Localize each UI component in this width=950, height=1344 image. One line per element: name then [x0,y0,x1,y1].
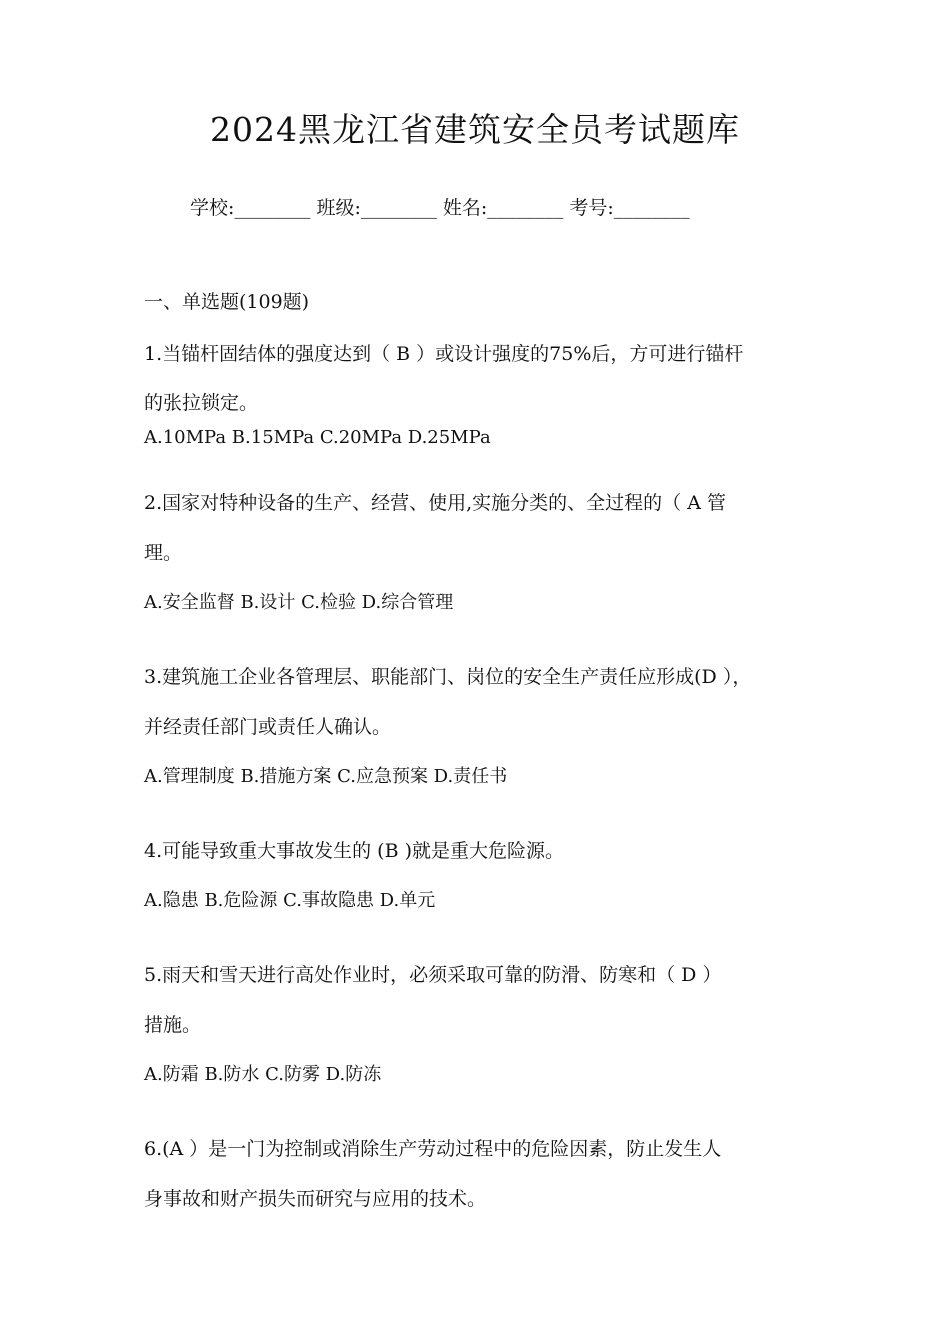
section-heading: 一、单选题(109题) [144,291,310,313]
question-2-options: A.安全监督 B.设计 C.检验 D.综合管理 [144,592,454,613]
question-1-line-2: 的张拉锁定。 [144,392,259,414]
question-3-line-2: 并经责任部门或责任人确认。 [144,716,392,738]
question-6-line-2: 身事故和财产损失而研究与应用的技术。 [144,1188,487,1210]
question-6-line-1: 6.(A ）是一门为控制或消除生产劳动过程中的危险因素，防止发生人 [144,1138,722,1160]
question-1-options: A.10MPa B.15MPa C.20MPa D.25MPa [144,427,491,448]
question-5-line-1: 5.雨天和雪天进行高处作业时，必须采取可靠的防滑、防寒和（ D ） [144,964,722,986]
question-4-line-1: 4.可能导致重大事故发生的 (B )就是重大危险源。 [144,840,564,862]
student-info-line: 学校:________ 班级:________ 姓名:________ 考号:________ [190,197,690,219]
question-5-line-2: 措施。 [144,1014,202,1036]
question-4-options: A.隐患 B.危险源 C.事故隐患 D.单元 [144,890,436,911]
document-title: 2024黑龙江省建筑安全员考试题库 [210,110,740,149]
question-3-line-1: 3.建筑施工企业各管理层、职能部门、岗位的安全生产责任应形成(D ）， [144,666,752,688]
question-2-line-1: 2.国家对特种设备的生产、经营、使用,实施分类的、全过程的（ A 管 [144,492,726,514]
question-1-line-1: 1.当锚杆固结体的强度达到（ B ）或设计强度的75%后，方可进行锚杆 [144,343,744,365]
question-3-options: A.管理制度 B.措施方案 C.应急预案 D.责任书 [144,766,508,787]
question-5-options: A.防霜 B.防水 C.防雾 D.防冻 [144,1064,382,1085]
question-2-line-2: 理。 [144,542,183,564]
